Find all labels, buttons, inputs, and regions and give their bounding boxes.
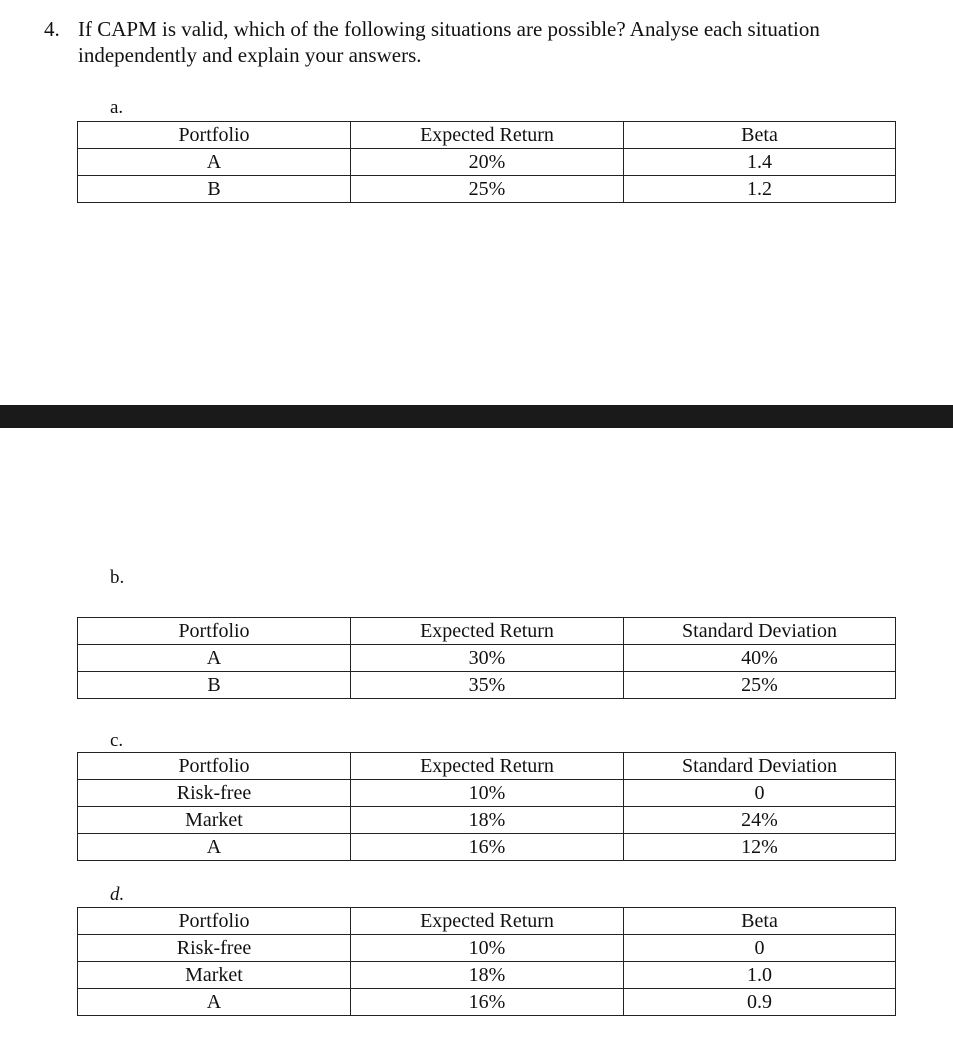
header-cell: Portfolio: [78, 753, 351, 780]
table-row: [78, 989, 896, 1016]
header-cell: Expected Return: [351, 908, 624, 935]
page-divider-band: [0, 405, 953, 428]
table-cell: 16%: [351, 834, 624, 861]
table-cell: 0.9: [624, 989, 896, 1016]
table-cell: 24%: [624, 807, 896, 834]
table-cell: 1.4: [624, 149, 896, 176]
table-cell: 0: [624, 935, 896, 962]
table-cell: A: [78, 645, 351, 672]
table-row: [78, 807, 896, 834]
table-cell: 1.0: [624, 962, 896, 989]
header-cell: Expected Return: [351, 122, 624, 149]
table-cell: B: [78, 672, 351, 699]
table-header-row: [78, 908, 896, 935]
table-header-row: [78, 753, 896, 780]
part-a-label: a.: [110, 97, 124, 118]
table-cell: 25%: [624, 672, 896, 699]
table-cell: A: [78, 989, 351, 1016]
table-cell: 30%: [351, 645, 624, 672]
table-row: [78, 176, 896, 203]
table-cell: Market: [78, 962, 351, 989]
header-cell: Standard Deviation: [624, 753, 896, 780]
table-row: [78, 149, 896, 176]
table-cell: 12%: [624, 834, 896, 861]
table-cell: Risk-free: [78, 780, 351, 807]
table-cell: 16%: [351, 989, 624, 1016]
table-cell: 25%: [351, 176, 624, 203]
table-row: [78, 834, 896, 861]
part-c-label: c.: [110, 730, 124, 751]
table-part-c: [77, 752, 896, 861]
part-d-label: d.: [110, 884, 125, 905]
table-header-row: [78, 618, 896, 645]
table-cell: 20%: [351, 149, 624, 176]
part-b-label: b.: [110, 567, 125, 588]
question-line-2: independently and explain your answers.: [78, 43, 422, 67]
header-cell: Standard Deviation: [624, 618, 896, 645]
table-cell: 18%: [351, 807, 624, 834]
table-cell: 40%: [624, 645, 896, 672]
table-part-a: [77, 121, 896, 203]
header-cell: Beta: [624, 122, 896, 149]
table-cell: 10%: [351, 780, 624, 807]
header-cell: Expected Return: [351, 618, 624, 645]
table-cell: 35%: [351, 672, 624, 699]
header-cell: Portfolio: [78, 122, 351, 149]
table-part-d: [77, 907, 896, 1016]
question-number: 4.: [44, 17, 60, 41]
table-header-row: [78, 122, 896, 149]
header-cell: Portfolio: [78, 908, 351, 935]
table-cell: Risk-free: [78, 935, 351, 962]
table-cell: 0: [624, 780, 896, 807]
question-body: [78, 16, 918, 68]
table-cell: A: [78, 149, 351, 176]
table-part-b: [77, 617, 896, 699]
table-row: [78, 645, 896, 672]
table-row: [78, 672, 896, 699]
header-cell: Beta: [624, 908, 896, 935]
table-row: [78, 780, 896, 807]
table-cell: A: [78, 834, 351, 861]
table-cell: B: [78, 176, 351, 203]
question-line-1: If CAPM is valid, which of the following situations are possible? Analyse each situation: [78, 17, 820, 41]
table-row: [78, 935, 896, 962]
table-cell: Market: [78, 807, 351, 834]
table-row: [78, 962, 896, 989]
header-cell: Portfolio: [78, 618, 351, 645]
table-cell: 10%: [351, 935, 624, 962]
table-cell: 1.2: [624, 176, 896, 203]
table-cell: 18%: [351, 962, 624, 989]
header-cell: Expected Return: [351, 753, 624, 780]
